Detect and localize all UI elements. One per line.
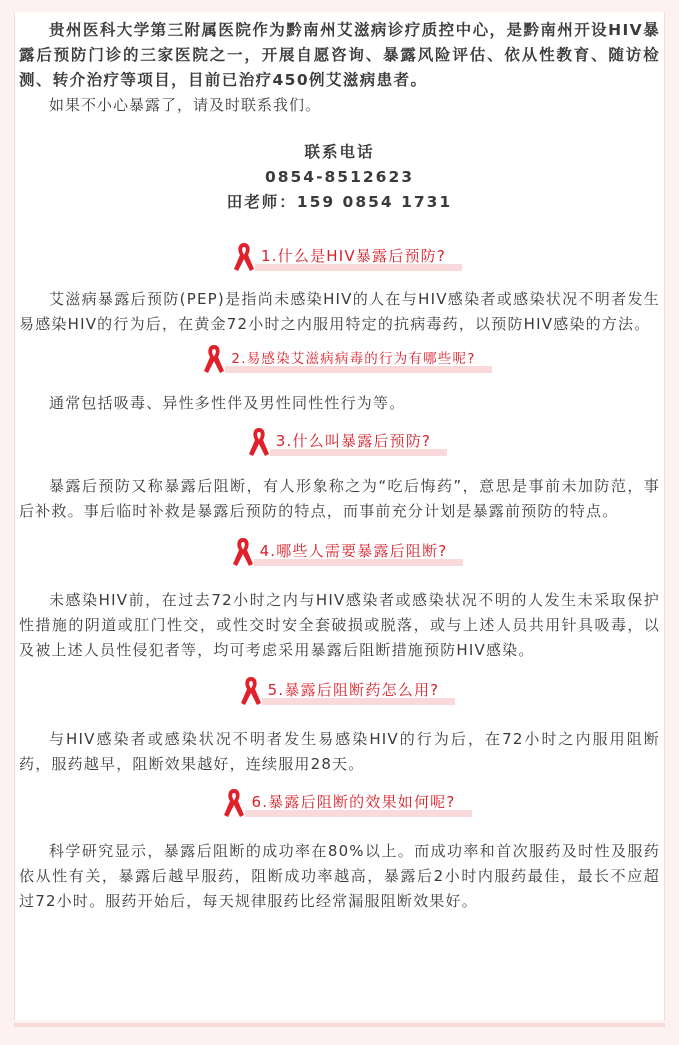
intro-paragraph: 贵州医科大学第三附属医院作为黔南州艾滋病诊疗质控中心，是黔南州开设HIV暴露后预防门诊的三家医院之一，开展自愿咨询、暴露风险评估、依从性教育、随访检测、转介治疗等项目，目前已治疗450例艾滋病患者。: [19, 21, 660, 89]
section-question: 2.易感染艾滋病病毒的行为有哪些呢?: [231, 351, 476, 367]
contact-title: 联系电话: [304, 143, 375, 161]
article-card: [14, 12, 665, 1020]
section-answer: 与HIV感染者或感染状况不明者发生易感染HIV的行为后，在72小时之内服用阻断药，服药越早，阻断效果越好，连续服用28天。: [19, 730, 660, 773]
section-question: 1.什么是HIV暴露后预防?: [260, 246, 447, 265]
intro-note: 如果不小心暴露了，请及时联系我们。: [49, 96, 322, 114]
section-question: 4.哪些人需要暴露后阻断?: [259, 541, 448, 560]
contact-teacher-phone[interactable]: 田老师：159 0854 1731: [226, 193, 453, 211]
section-heading-2: [19, 343, 660, 375]
section-answer: 通常包括吸毒、异性多性伴及男性同性性行为等。: [49, 394, 406, 412]
section-heading-4: [19, 536, 660, 568]
section-question: 6.暴露后阻断的效果如何呢?: [251, 792, 456, 811]
red-ribbon-icon: [203, 343, 225, 375]
section-answer: 暴露后预防又称暴露后阻断，有人形象称之为“吃后悔药”，意思是事前未加防范，事后补救。事后临时补救是暴露后预防的特点，而事前充分计划是暴露前预防的特点。: [19, 477, 660, 520]
red-ribbon-icon: [223, 787, 245, 819]
section-heading-3: [19, 426, 660, 458]
red-ribbon-icon: [232, 536, 254, 568]
contact-phone[interactable]: 0854-8512623: [264, 168, 415, 186]
section-heading-1: [19, 241, 660, 273]
red-ribbon-icon: [240, 675, 262, 707]
section-answer: 科学研究显示，暴露后阻断的成功率在80%以上。而成功率和首次服药及时性及服药依从性有关，暴露后越早服药，阻断成功率越高，暴露后2小时内服药最佳，最长不应超过72小时。服药开始后，每天规律服药比经常漏服阻断效果好。: [19, 842, 660, 910]
section-heading-5: [19, 675, 660, 707]
section-answer: 未感染HIV前，在过去72小时之内与HIV感染者或感染状况不明的人发生未采取保护性措施的阴道或肛门性交，或性交时安全套破损或脱落，或与上述人员共用针具吸毒，以及被上述人员性侵犯者等，均可考虑采用暴露后阻断措施预防HIV感染。: [19, 591, 660, 659]
section-question: 5.暴露后阻断药怎么用?: [267, 680, 440, 699]
contact-block: [19, 140, 660, 215]
footer-divider: [14, 1023, 665, 1027]
section-answer: 艾滋病暴露后预防(PEP)是指尚未感染HIV的人在与HIV感染者或感染状况不明者发生易感染HIV的行为后，在黄金72小时之内服用特定的抗病毒药，以预防HIV感染的方法。: [19, 290, 660, 333]
red-ribbon-icon: [233, 241, 255, 273]
section-heading-6: [19, 787, 660, 819]
section-question: 3.什么叫暴露后预防?: [275, 431, 432, 450]
red-ribbon-icon: [248, 426, 270, 458]
